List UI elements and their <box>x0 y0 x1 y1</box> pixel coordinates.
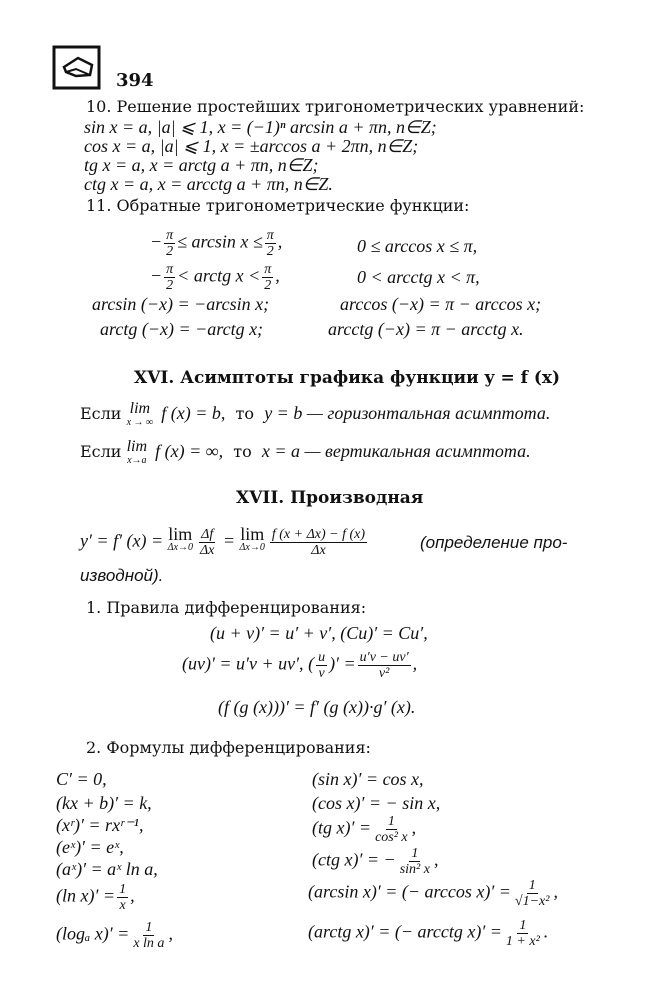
section-xvi-heading: XVI. Асимптоты графика функции y = f (x) <box>134 368 561 388</box>
eq-tg: tg x = a, x = arctg a + πn, n∈Z; <box>84 155 319 175</box>
rule-chain: (f (g (x)))′ = f′ (g (x))·g′ (x). <box>218 697 416 717</box>
section-11-title: 11. Обратные тригонометрические функции: <box>86 196 470 215</box>
inverse-row-1-right: 0 ≤ arccos x ≤ π, <box>357 236 478 256</box>
rule-sum-const: (u + v)′ = u′ + v′, (Cu)′ = Cu′, <box>210 623 428 643</box>
inverse-row-4-left: arctg (−x) = −arctg x; <box>100 319 264 339</box>
inverse-row-2-left: − $\frac{\pi}{2}$ < arctg x < $\frac{\pi}{2}$ , <box>150 262 280 293</box>
formula-arctg: (arctg x)′ = (− arcctg x)′ = $\frac{1}{\text{1 + x²}}$ . <box>308 918 549 949</box>
inverse-row-3-left: arcsin (−x) = −arcsin x; <box>92 294 270 314</box>
formula-tg: (tg x)′ = $\frac{1}{\text{cos² x}}$ , <box>312 814 417 845</box>
derivative-definition: y′ = f′ (x) = lim Δx→0 $\frac{\Delta f}{\Delta x}$ = lim Δx→0 $\frac{f (x + \Delta x) - f (x)}{\Delta x}$ <box>80 524 366 558</box>
formula-const: C′ = 0, <box>56 769 107 789</box>
page-number: 394 <box>116 70 154 91</box>
section-10-title: 10. Решение простейших тригонометрических уравнений: <box>86 97 585 116</box>
rule-product-quotient: (uv)′ = u′v + uv′, ( $\frac{u}{v}$ )′ = $\frac{u'v - uv'}{\text{v²}}$ , <box>182 650 418 681</box>
eq-sin: sin x = a, |a| ⩽ 1, x = (−1)ⁿ arcsin a + πn, n∈Z; <box>84 117 437 137</box>
formula-sin: (sin x)′ = cos x, <box>312 769 424 789</box>
eq-ctg: ctg x = a, x = arcctg a + πn, n∈Z. <box>84 174 333 194</box>
inverse-row-3-right: arccos (−x) = π − arccos x; <box>340 294 542 314</box>
formula-exp-a: (aˣ)′ = aˣ ln a, <box>56 859 158 879</box>
inverse-row-2-right: 0 < arcctg x < π, <box>357 267 480 287</box>
formula-ln: (ln x)′ = $\frac{1}{x}$ , <box>56 882 135 913</box>
formula-arcsin: (arcsin x)′ = (− arccos x)′ = $\frac{1}{\text{√1−x²}}$ , <box>308 878 558 909</box>
book-icon <box>52 45 102 95</box>
inverse-row-1-left: − $\frac{\pi}{2}$ ≤ arcsin x ≤ $\frac{\pi}{2}$ , <box>150 228 283 259</box>
derivative-note-continued: изводной). <box>80 566 164 585</box>
rules-title: 1. Правила дифференцирования: <box>86 598 367 617</box>
derivative-note: (определение про- <box>420 533 568 552</box>
eq-cos: cos x = a, |a| ⩽ 1, x = ±arccos a + 2πn, n∈Z; <box>84 136 419 156</box>
section-xvii-heading: XVII. Производная <box>236 488 424 508</box>
formula-power: (xʳ)′ = rxʳ⁻¹, <box>56 815 144 835</box>
asymptote-horizontal: Если lim x → ∞ f (x) = b, то y = b — горизонтальная асимптота. <box>80 400 551 428</box>
formula-cos: (cos x)′ = − sin x, <box>312 793 441 813</box>
formulas-title: 2. Формулы дифференцирования: <box>86 738 371 757</box>
asymptote-vertical: Если lim x→a f (x) = ∞, то x = a — вертикальная асимптота. <box>80 438 531 466</box>
formula-exp: (eˣ)′ = eˣ, <box>56 837 124 857</box>
formula-log: (logₐ x)′ = $\frac{1}{\text{x ln a}}$ , <box>56 920 173 951</box>
inverse-row-4-right: arcctg (−x) = π − arcctg x. <box>328 319 524 339</box>
formula-ctg: (ctg x)′ = − $\frac{1}{\text{sin² x}}$ , <box>312 846 439 877</box>
formula-linear: (kx + b)′ = k, <box>56 793 152 813</box>
